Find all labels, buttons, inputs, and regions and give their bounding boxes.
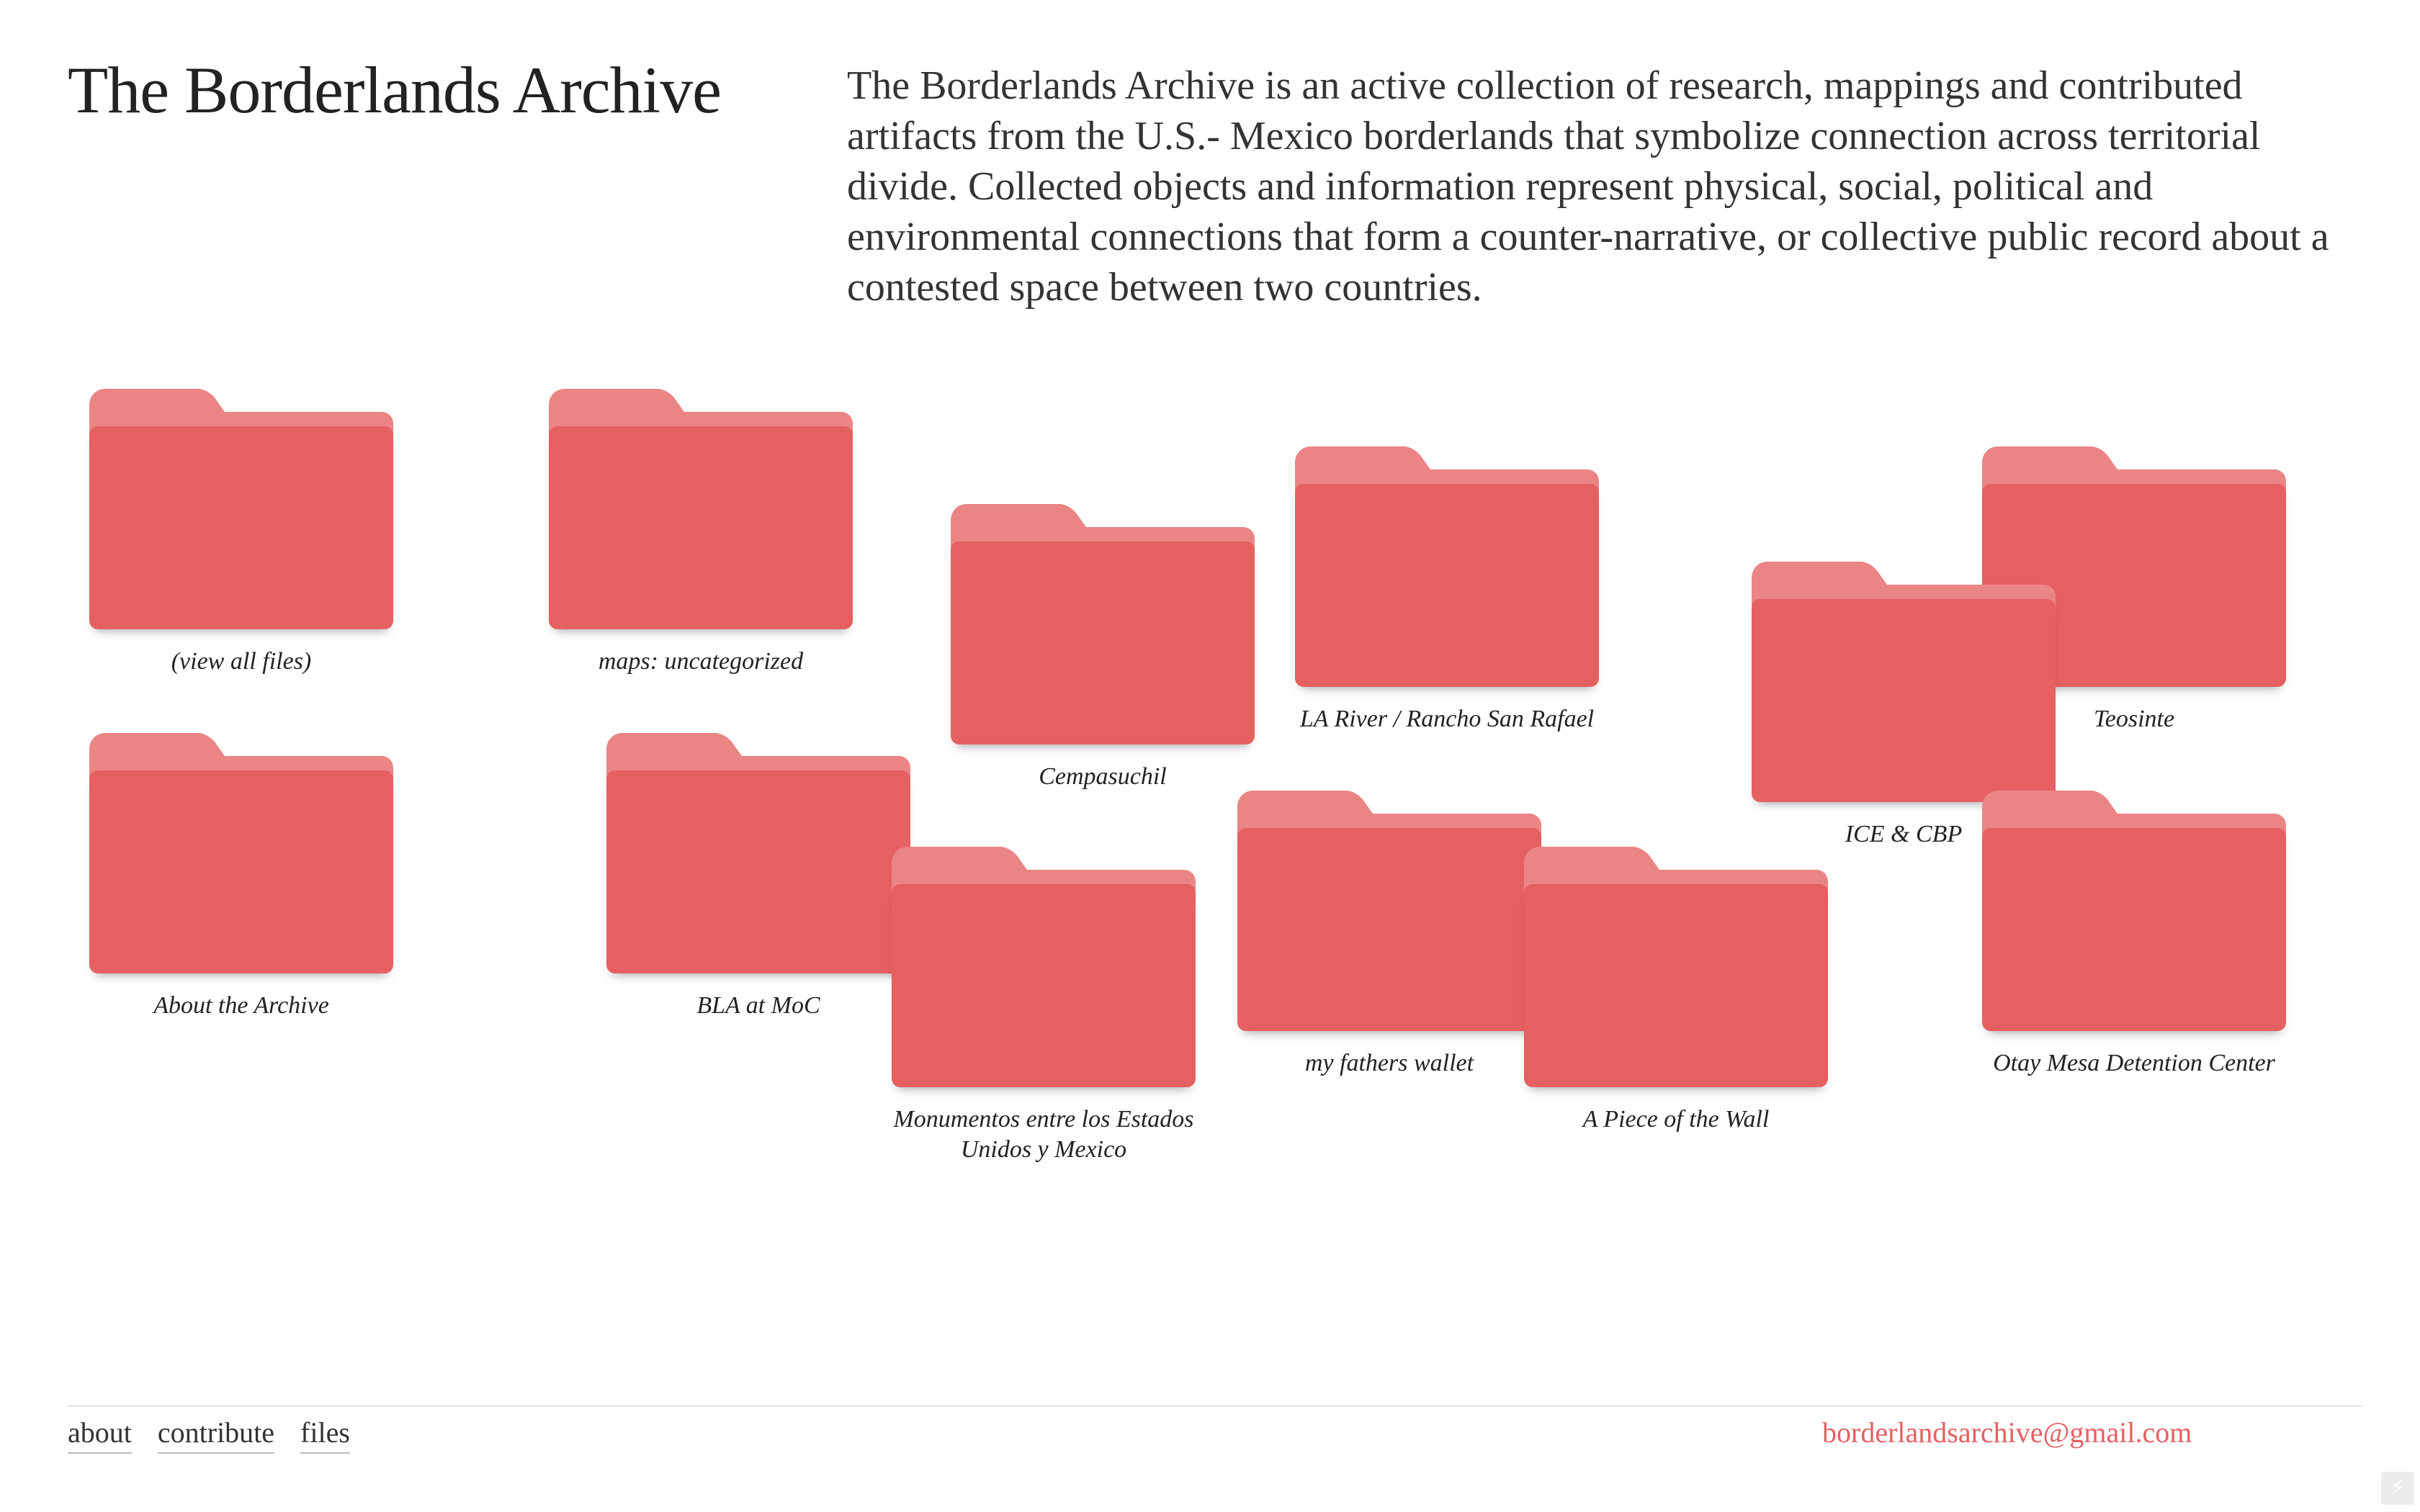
folder-label: maps: uncategorized [598,648,804,675]
folder-a-piece-of-the-wall[interactable] [1507,847,1845,1145]
folder-label: Teosinte [2093,706,2175,732]
folder-icon [1237,791,1541,1032]
footer-nav [68,1416,350,1454]
folder-view-all-files[interactable] [72,389,411,687]
folder-monumentos[interactable] [874,847,1213,1175]
folder-label: A Piece of the Wall [1582,1106,1770,1133]
folder-label: ICE & CBP [1845,821,1963,847]
folder-icon [1982,791,2286,1032]
archive-description: The Borderlands Archive is an active collection of research, mappings and contributed artifacts from the U.S.- Mexico borderlands that symbolize connection across territorial divide. Collected objects and information represent physical, social, political and environmental connections that form a counter-narrative, or collective public record about a contested space between two countries. [847,63,2329,310]
folder-icon [606,733,910,975]
folder-la-river[interactable] [1278,446,1616,744]
footer-link-files[interactable]: files [300,1416,350,1454]
folder-label: Cempasuchil [1039,763,1167,790]
footer-link-contribute[interactable]: contribute [158,1416,274,1454]
folder-icon [1524,847,1828,1089]
folder-maps-uncategorized[interactable] [532,389,870,687]
folder-icon [1752,562,2056,804]
folder-icon [89,389,393,631]
footer-link-about[interactable]: about [68,1416,132,1454]
folder-label: (view all files) [171,648,312,675]
folder-label: Otay Mesa Detention Center [1993,1050,2275,1076]
folder-otay-mesa[interactable] [1965,791,2303,1089]
folder-label: About the Archive [153,992,329,1019]
folder-icon [951,504,1255,746]
folder-cempasuchil[interactable] [933,504,1272,802]
folder-icon [549,389,853,631]
folder-label: my fathers wallet [1304,1050,1474,1076]
folder-icon [1295,446,1599,688]
contact-email-link[interactable]: borderlandsarchive@gmail.com [1822,1416,2192,1449]
folder-icon [892,847,1196,1089]
footer-divider [68,1405,2362,1407]
folder-icon [89,733,393,975]
folder-label: Monumentos entre los Estados Unidos y Mexico [893,1106,1194,1163]
folder-label: BLA at MoC [696,992,820,1019]
folder-about-the-archive[interactable] [72,733,411,1031]
site-title: The Borderlands Archive [68,53,721,127]
lightning-bolt-icon[interactable]: ⚡ [2381,1472,2414,1505]
folder-label: LA River / Rancho San Rafael [1299,706,1595,732]
